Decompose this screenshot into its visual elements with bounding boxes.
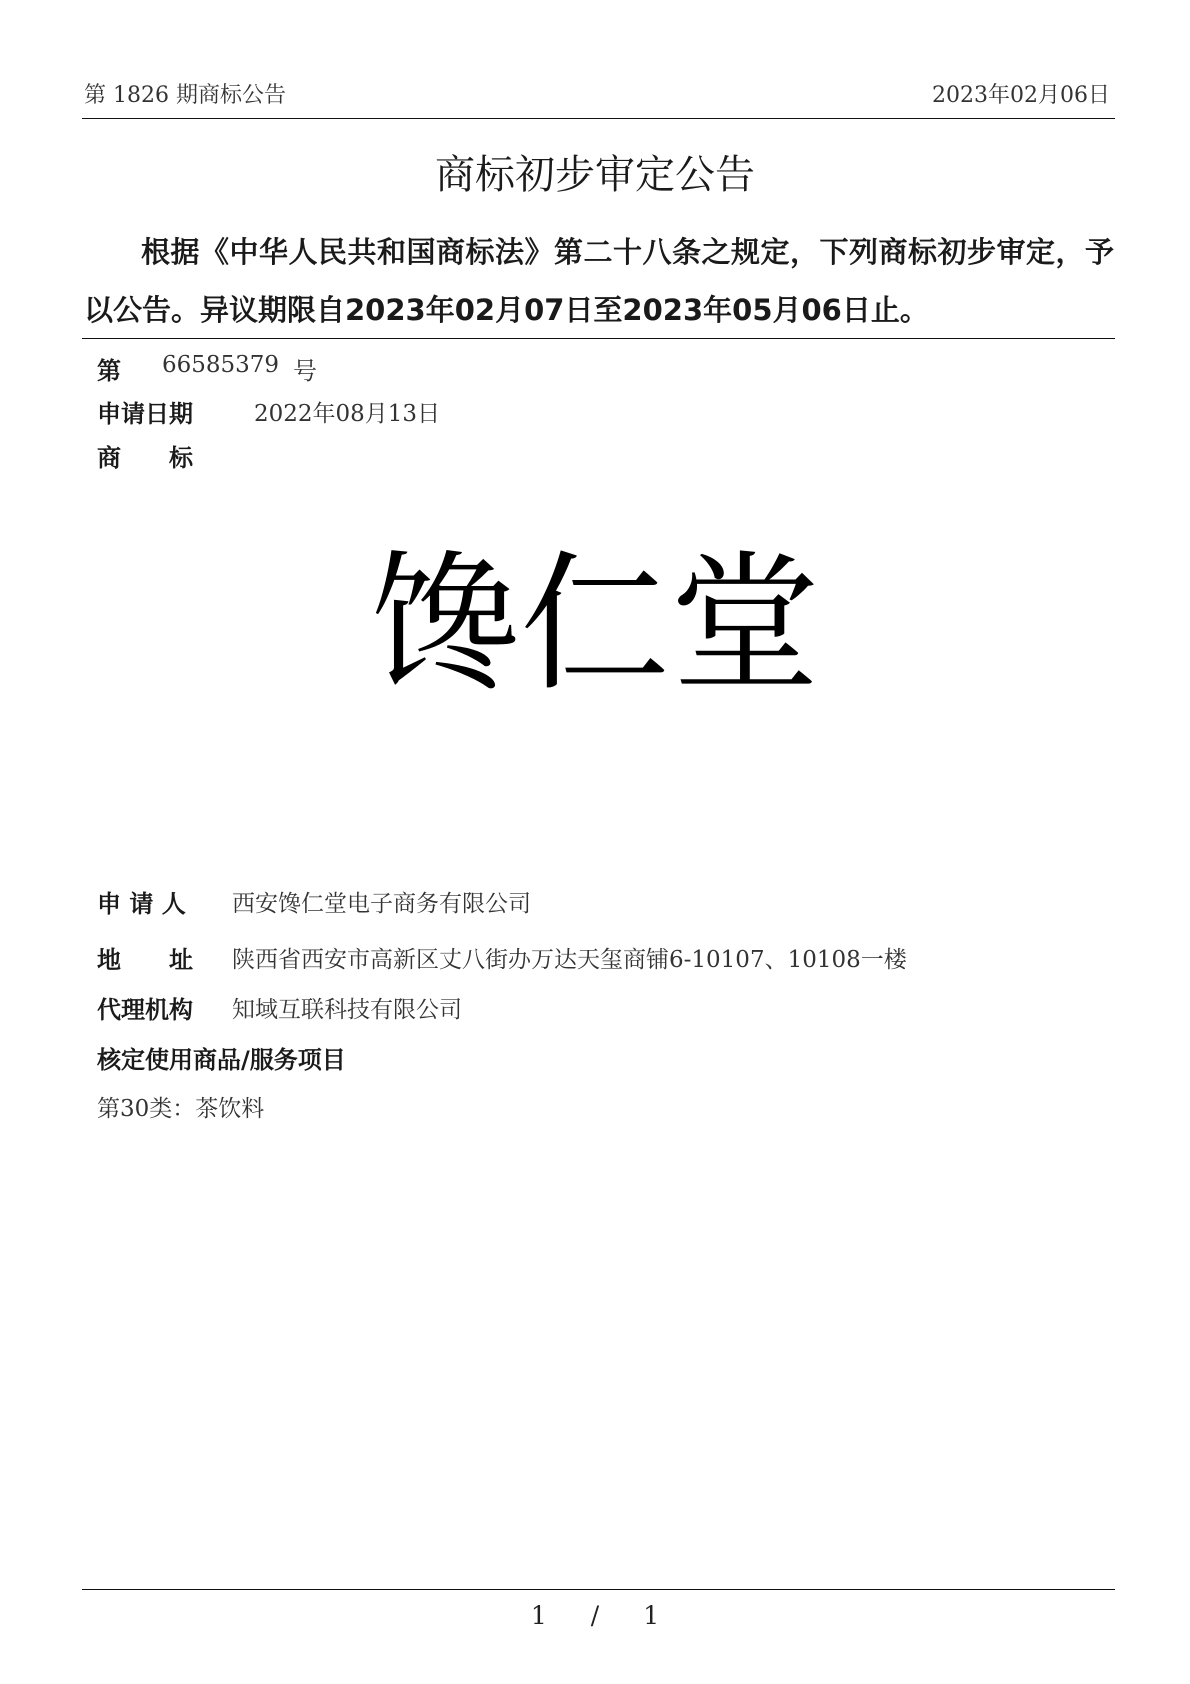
header-date: 2023年02月06日 <box>932 83 1110 108</box>
filing-date-label: 申请日期 <box>97 400 193 428</box>
page-current: 1 <box>530 1601 547 1630</box>
page-title: 商标初步审定公告 <box>435 152 755 198</box>
applicant: 西安馋仁堂电子商务有限公司 <box>232 891 531 917</box>
trademark-label: 商 标 <box>97 444 193 472</box>
agent-label: 代理机构 <box>97 996 193 1024</box>
agent: 知域互联科技有限公司 <box>232 997 462 1023</box>
number-suffix: 号 <box>293 357 317 385</box>
intro-paragraph: 根据《中华人民共和国商标法》第二十八条之规定，下列商标初步审定，予以公告。异议期限自2023年02月07日至2023年05月06日止。 <box>84 235 1114 327</box>
page-total: 1 <box>643 1601 660 1630</box>
filing-date: 2022年08月13日 <box>254 401 441 427</box>
footer-rule <box>82 1589 1115 1590</box>
page-number <box>0 1601 1190 1630</box>
address: 陕西省西安市高新区丈八街办万达天玺商铺6-10107、10108一楼 <box>232 947 907 973</box>
section-rule <box>82 338 1115 339</box>
goods-label: 核定使用商品/服务项目 <box>97 1046 346 1074</box>
applicant-label: 申 请 人 <box>97 890 186 918</box>
header-issue: 第 1826 期商标公告 <box>84 83 286 108</box>
page-separator: / <box>590 1601 600 1630</box>
number-prefix: 第 <box>97 357 121 385</box>
registration-number: 66585379 <box>162 352 280 378</box>
address-label: 地 址 <box>97 946 193 974</box>
goods: 第30类：茶饮料 <box>97 1096 265 1122</box>
header-rule <box>82 118 1115 119</box>
trademark-image: 馋仁堂 <box>369 538 820 712</box>
